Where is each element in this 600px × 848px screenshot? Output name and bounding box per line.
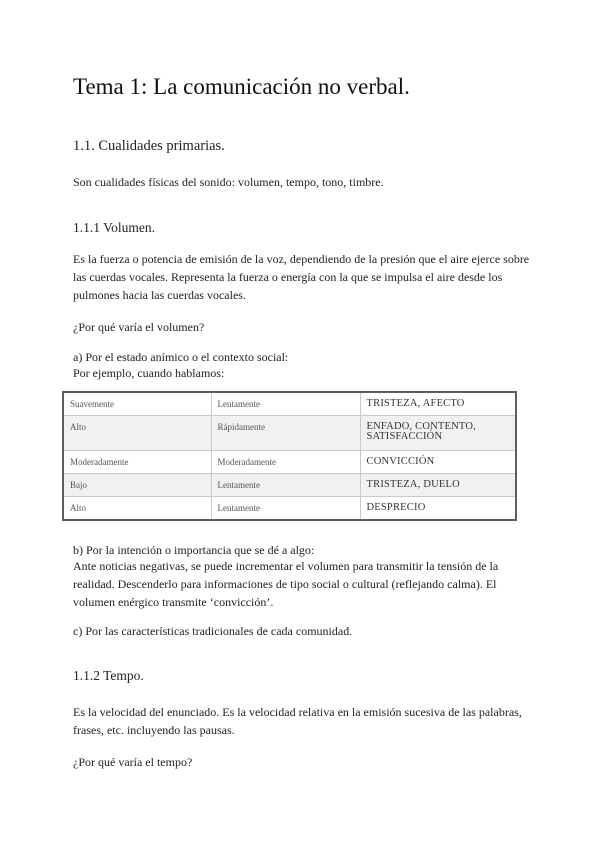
point-b-text: Ante noticias negativas, se puede incrementar el volumen para transmitir la tensión de la realidad. Descenderlo para informaciones de tipo social o cultural (reflejando calma). El volumen enérgico transmite ‘convicción’. [73,559,499,609]
section-heading-1-1: 1.1. Cualidades primarias. [73,138,225,154]
table-cell: Lentamente [211,497,360,521]
volumen-paragraph: Es la fuerza o potencia de emisión de la voz, dependiendo de la presión que el aire ejerce sobre las cuerdas vocales. Representa la fuerza o energía con la que se impulsa el aire desde los pulmones hacia las cuerdas vocales. [73,252,530,302]
table-cell: Rápidamente [211,416,360,451]
page-title: Tema 1: La comunicación no verbal. [73,74,410,99]
point-a-example: Por ejemplo, cuando hablamos: [73,366,225,380]
table-cell: Lentamente [211,392,360,416]
table-row [63,497,516,521]
point-c: c) Por las características tradicionales de cada comunidad. [73,624,353,638]
table-cell: ENFADO, CONTENTO, SATISFACCIÓN [360,416,516,451]
volume-table [62,391,517,521]
table-cell: DESPRECIO [360,497,516,521]
section-heading-1-1-1: 1.1.1 Volumen. [73,220,156,235]
table-cell: Lentamente [211,474,360,497]
table-row [63,416,516,451]
table-cell: TRISTEZA, DUELO [360,474,516,497]
table-row [63,451,516,474]
section-heading-1-1-2: 1.1.2 Tempo. [73,668,144,683]
tempo-paragraph: Es la velocidad del enunciado. Es la velocidad relativa en la emisión sucesiva de las palabras, frases, etc. incluyendo las pausas. [73,705,522,737]
table-cell: Suavemente [63,392,211,416]
point-a-title: a) Por el estado anímico o el contexto social: [73,350,289,364]
table-cell: Moderadamente [211,451,360,474]
table-cell: Alto [63,497,211,521]
table-row [63,474,516,497]
table-cell: Alto [63,416,211,451]
table-cell: Bajo [63,474,211,497]
volumen-question: ¿Por qué varía el volumen? [73,320,205,334]
table-cell: CONVICCIÓN [360,451,516,474]
table-cell: Moderadamente [63,451,211,474]
point-b-title: b) Por la intención o importancia que se dé a algo: [73,543,315,557]
table-row [63,392,516,416]
section-intro: Son cualidades físicas del sonido: volumen, tempo, tono, timbre. [73,175,384,189]
tempo-question: ¿Por qué varía el tempo? [73,755,193,769]
table-cell: TRISTEZA, AFECTO [360,392,516,416]
